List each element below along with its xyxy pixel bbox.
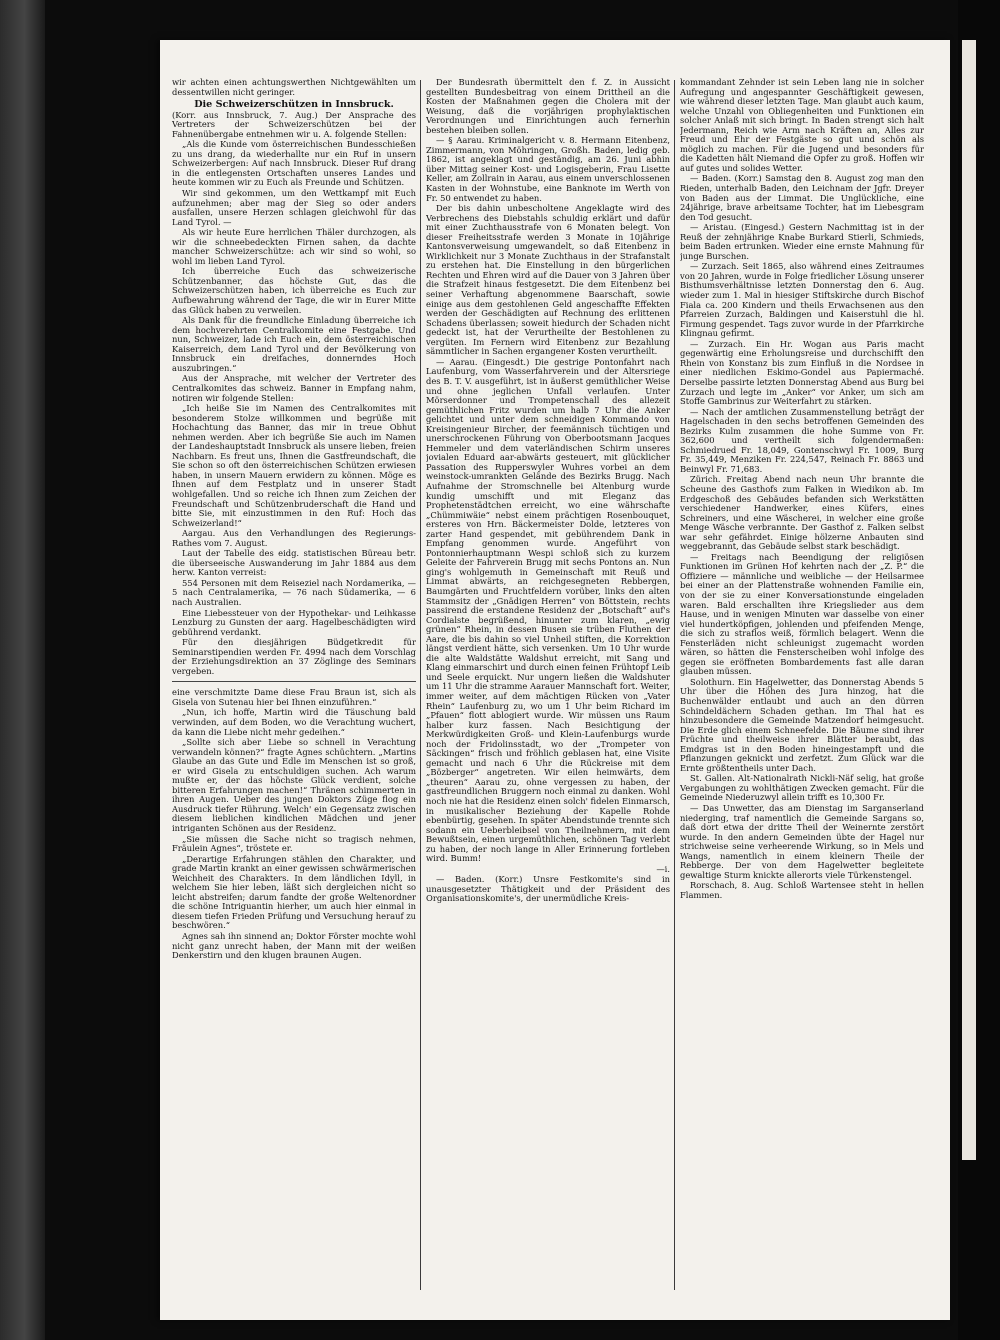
column-rule — [674, 80, 675, 1290]
paragraph: — Das Unwetter, das am Dienstag im Sarganserland niederging, traf namentlich die Gemeinde Sargans so, daß dort etwa der dritte Theil der Weinernte zerstört wurde. In den andern Gemeinden übte der Hagel nur strichweise seine verheerende Wirkung, so in Mels und Wangs, namentlich in einem kleinern Theile der Rebberge. Der von dem Hagelwetter begleitete gewaltige Sturm knickte allerorts viele Türkenstengel. — [680, 803, 924, 880]
paragraph: wir achten einen achtungswerthen Nichtgewählten um dessentwillen nicht geringer. — [172, 78, 416, 97]
paragraph: Als wir heute Eure herrlichen Thäler durchzogen, als wir die schneebedeckten Firnen sahen, da dachte mancher Schweizerschütze: ach wir sind so wohl, so wohl im lieben Land Tyrol. — [172, 227, 416, 266]
column-1 — [172, 78, 416, 1283]
paragraph: — Aristau. (Eingesd.) Gestern Nachmittag ist in der Reuß der zehnjährige Knabe Burkard Stierli, Schmieds, beim Baden ertrunken. Wieder eine ernste Mahnung für junge Burschen. — [680, 222, 924, 261]
paragraph: „Ich heiße Sie im Namen des Centralkomites mit besonderem Stolze willkommen und begrüße mit Hochachtung das Banner, das mir in treue Obhut nehmen werden. Aber ich begrüße Sie auch im Namen der Landeshauptstadt Innsbruck als unsere lieben, freien Nachbarn. Es freut uns, Ihnen die Gastfreundschaft, die Sie schon so oft den österreichischen Schützen erwiesen haben, in unsern Mauern erwidern zu können. Möge es Ihnen auf dem Festplatz und in unserer Stadt wohlgefallen. Und so reiche ich Ihnen zum Zeichen der Freundschaft und Schützenbruderschaft die Hand und bitte Sie, mit einzustimmen in den Ruf: Hoch das Schweizerland!“ — [172, 403, 416, 528]
paragraph: Als Dank für die freundliche Einladung überreiche ich dem hochverehrten Centralkomite eine Festgabe. Und nun, Schweizer, lade ich Euch ein, dem österreichischen Kaiserreich, dem Land Tyrol und der Bevölkerung von Innsbruck ein dreifaches, donnerndes Hoch auszubringen.“ — [172, 315, 416, 373]
signature: —i. — [656, 863, 670, 874]
paragraph: Für den diesjährigen Büdgetkredit für Seminarstipendien werden Fr. 4994 nach dem Vorschlag der Erziehungsdirektion an 37 Zöglinge des Seminars vergeben. — [172, 637, 416, 676]
article-heading: Die Schweizerschützen in Innsbruck. — [194, 99, 394, 111]
paragraph: — Zurzach. Ein Hr. Wogan aus Paris macht gegenwärtig eine Erholungsreise und durchschifft den Rhein von Konstanz bis zum Einfluß in die Nordsee in einer niedlichen Eskimo-Gondel aus Papiermaché. Derselbe passirte letzten Donnerstag Abend aus Burg bei Zurzach und legte im „Anker“ vor Anker, um sich am Stoffe Gambrinus zur Weiterfahrt zu stärken. — [680, 338, 924, 407]
paragraph: Eine Liebessteuer von der Hypothekar- und Leihkasse Lenzburg zu Gunsten der aarg. Hagelbeschädigten wird gebührend verdankt. — [172, 607, 416, 637]
feuilleton-paragraph: „Sollte sich aber Liebe so schnell in Verachtung verwandeln können?“ fragte Agnes schüchtern. „Martins Glaube an das Gute und Edle im Menschen ist so groß, er wird Gisela zu entschuldigen suchen. Ach warum mußte er, der das höchste Glück verdient, solche bitteren Erfahrungen machen!“ Thränen schimmerten in ihren Augen. Ueber des jungen Doktors Züge flog ein Ausdruck tiefer Rührung. Welch' ein Gegensatz zwischen diesem lieblichen kindlichen Mädchen und jener intriganten Schönen aus der Residenz. — [172, 737, 416, 834]
paragraph: Aargau. Aus den Verhandlungen des Regierungs-Rathes vom 7. August. — [172, 528, 416, 548]
next-page-edge — [962, 40, 976, 1160]
paragraph: Rorschach, 8. Aug. Schloß Wartensee steht in hellen Flammen. — [680, 880, 924, 900]
paragraph: St. Gallen. Alt-Nationalrath Nickli-Näf selig, hat große Vergabungen zu wohlthätigen Zwecken gemacht. Für die Gemeinde Niederuzwyl allein trifft es 10,300 Fr. — [680, 773, 924, 803]
paragraph: Solothurn. Ein Hagelwetter, das Donnerstag Abends 5 Uhr über die Höhen des Jura hinzog, hat die Buchenwälder entlaubt und auch an den dürren Schindeldächern Schaden gethan. Im Thal hat es hinzubesondere die Gemeinde Matzendorf heimgesucht. Die Erde glich einem Schneefelde. Die Bäume sind ihrer Früchte und theilweise ihrer Blätter beraubt, das Emdgras ist in den Boden hineingestampft und die Pflanzungen geknickt und zerfetzt. Zum Glück war die Ernte größtentheils unter Dach. — [680, 676, 924, 773]
paragraph: — Baden. (Korr.) Unsre Festkomite's sind in unausgesetzter Thätigkeit und der Präsident des Organisationskomite's, der unermüdliche Kreis- — [426, 874, 670, 904]
paragraph: (Korr. aus Innsbruck, 7. Aug.) Der Ansprache des Vertreters der Schweizerschützen bei der Fahnenübergabe entnehmen wir u. A. folgende Stellen: — [172, 109, 416, 139]
paragraph: — Aarau. (Eingesdt.) Die gestrige Pontonfahrt nach Laufenburg, vom Wasserfahrverein und der Altersriege des B. T. V. ausgeführt, ist in äußerst gemüthlicher Weise und ohne jeglichen Unfall verlaufen. Unter Mörserdonner und Trompetenschall des allezeit gemüthlichen Fritz wurden um halb 7 Uhr die Anker gelichtet und unter dem schneidigen Kommando von Kreisingenieur Bircher, der feemännisch tüchtigen und unerschrockenen Führung von Oberbootsmann Jacques Hemmeler und dem vaterländischen Schirm unseres jovialen Eduard aar-abwärts gesteuert, mit glücklicher Passation des Rupperswyler Wuhres vorbei an dem weinstock-umrankten Gelände des Bezirks Brugg. Nach Aufnahme der Stromschnelle bei Altenburg wurde kundig umschifft und mit Eleganz das Prophetenstädtchen erreicht, wo eine währschafte „Chümmiwäie“ nebst einem prächtigen Rosenbouquet, ersteres von Hrn. Bäckermeister Dolde, letzteres von zarter Hand gespendet, mit gebührendem Dank in Empfang genommen wurde. Angeführt von Pontonnierhauptmann Wespi schloß sich zu kurzem Geleite der Fahrverein Brugg mit sechs Pontons an. Nun ging's wohlgemuth in Gemeinschaft mit Reuß und Limmat abwärts, an reichgesegneten Rebbergen, Baumgärten und Fruchtfeldern vorüber, links den alten Stammsitz der „Gnädigen Herren“ von Böttstein, rechts passirend die erstandene Residenz der „Botschaft“ auf's Cordialste begrüßend, hinunter zum klaren, „ewig grünen“ Rhein, in dessen Busen sie trüben Fluthen der Aare, die bis dahin so viel Unheil stiften, die Korrektion längst verdient hätte, sich versenken. Um 10 Uhr wurde die alte Waldstätte Waldshut erreicht, mit Sang und Klang einmarschirt und durch einen feinen Frühtopf Leib und Seele erquickt. Nur ungern ließen die Waldshuter um 11 Uhr die stramme Aarauer Mannschaft fort. Weiter, immer weiter, auf dem mächtigen Rücken von „Vater Rhein“ Laufenburg zu, wo um 1 Uhr beim Richard im „Pfauen“ flott ablogiert wurde. Wir müssen uns Raum halber kurz fassen. Nach Besichtigung der Merkwürdigkeiten Groß- und Klein-Laufenburgs wurde noch der Fridolinsstadt, wo der „Trompeter von Säckingen“ frisch und fröhlich geblasen hat, eine Visite gemacht und nach 6 Uhr die Rückreise mit dem „Bözberger“ angetreten. Wir eilen heimwärts, dem „theuren“ Aarau zu, ohne vergessen zu haben, der gastfreundlichen Bruggern noch einmal zu danken. Wohl noch nie hat die Residenz einen solch' fidelen Einmarsch, in musikalischer Beziehung der Kapelle Rohde ebenbürtig, gesehen. In später Abendstunde trennte sich sodann ein Ueberbleibsel von Theilnehmern, mit dem Bewußtsein, einen urgemüthlichen, schönen Tag verlebt zu haben, der noch lange in Aller Erinnerung fortleben wird. Bumm! — [426, 356, 670, 864]
paragraph: — Zurzach. Seit 1865, also während eines Zeitraumes von 20 Jahren, wurde in Folge friedlicher Lösung unserer Bisthumsverhältnisse letzten Donnerstag den 6. Aug. wieder zum 1. Mal in hiesiger Stiftskirche durch Bischof Fiala ca. 200 Kindern und theils Erwachsenen aus den Pfarreien Zurzach, Baldingen und Kaiserstuhl die hl. Firmung gespendet. Tags zuvor wurde in der Pfarrkirche Klingnau gefirmt. — [680, 261, 924, 339]
newspaper-page — [160, 40, 950, 1320]
paragraph: — § Aarau. Kriminalgericht v. 8. Hermann Eitenbenz, Zimmermann, von Möhringen, Großh. Baden, ledig geb. 1862, ist angeklagt und geständig, am 26. Juni abhin über Mittag seiner Kost- und Logisgeberin, Frau Lisette Keller, am Zollrain in Aarau, aus einem unverschlossenen Kasten in der Wohnstube, eine Banknote im Werth von Fr. 50 entwendet zu haben. — [426, 135, 670, 203]
paragraph: — Baden. (Korr.) Samstag den 8. August zog man den Rieden, unterhalb Baden, den Leichnam der Jgfr. Dreyer von Baden aus der Limmat. Die Unglückliche, eine 24jährige, brave arbeitsame Tochter, hat im Liebesgram den Tod gesucht. — [680, 173, 924, 222]
paragraph: — Freitags nach Beendigung der religiösen Funktionen im Grünen Hof kehrten nach der „Z. P.“ die Offiziere — männliche und weibliche — der Heilsarmee bei einer an der Plattenstraße wohnenden Familie ein, von der sie zu einer Konversationstunde eingeladen waren. Bald erschallten ihre Kriegslieder aus dem Hause, und in wenigen Minuten war dasselbe von einer viel hundertköpfigen, johlenden und pfeifenden Menge, die sich zu straflos weiß, förmlich belagert. Wenn die Fensterläden nicht schleunigst zugemacht worden wären, so hätten die Fensterscheiben wohl infolge des gegen sie eröffneten Bombardements fast alle daran glauben müssen. — [680, 551, 924, 677]
feuilleton-paragraph: „Sie müssen die Sache nicht so tragisch nehmen, Fräulein Agnes“, tröstete er. — [172, 833, 416, 854]
paragraph: Aus der Ansprache, mit welcher der Vertreter des Centralkomites das schweiz. Banner in Empfang nahm, notiren wir folgende Stellen: — [172, 373, 416, 403]
feuilleton-paragraph: eine verschmitzte Dame diese Frau Braun ist, sich als Gisela von Sutenau hier bei Ihnen einzuführen.“ — [172, 687, 416, 707]
feuilleton-paragraph: „Nun, ich hoffe, Martin wird die Täuschung bald verwinden, auf dem Boden, wo die Verachtung wuchert, da kann die Liebe nicht mehr gedeihen.“ — [172, 707, 416, 737]
column-2 — [426, 78, 670, 1283]
paragraph: Zürich. Freitag Abend nach neun Uhr brannte die Scheune des Gasthofs zum Falken in Wiedikon ab. Im Erdgeschoß des Gebäudes befanden sich Werkstätten verschiedener Handwerker, eines Küfers, eines Schreiners, und eine Wäscherei, in welcher eine große Menge Wäsche verbrannte. Der Gasthof z. Falken selbst war sehr gefährdet. Einige hölzerne Anbauten sind weggebrannt, das Gebäude selbst stark beschädigt. — [680, 474, 924, 552]
paragraph: „Als die Kunde vom österreichischen Bundesschießen zu uns drang, da wiederhallte nur ein Ruf in unsern Schweizerbergen: Auf nach Innsbruck. Dieser Ruf drang in die entlegensten Ortschaften unseres Landes und heute kommen wir zu Euch als Freunde und Schützen. — [172, 139, 416, 188]
column-3 — [680, 78, 924, 1283]
book-binding-edge — [0, 0, 45, 1340]
column-rule — [420, 80, 421, 1290]
feuilleton-paragraph: „Derartige Erfahrungen stählen den Charakter, und grade Martin krankt an einer gewissen schwärmerischen Weichheit des Charakters. In dem ländlichen Idyll, in welchem Sie hier leben, läßt sich dergleichen nicht so leicht abstreifen; darum fandte der große Weltenordner die schöne Intriguantin hierher, um auch hier einmal in diesem tiefen Frieden Prüfung und Versuchung herauf zu beschwören.“ — [172, 853, 416, 931]
paragraph: Ich überreiche Euch das schweizerische Schützenbanner, das höchste Gut, das die Schweizerschützen haben, ich überreiche es Euch zur Aufbewahrung während der Tage, die wir in Eurer Mitte das Glück haben zu verweilen. — [172, 266, 416, 315]
feuilleton-paragraph: Agnes sah ihn sinnend an; Doktor Förster mochte wohl nicht ganz unrecht haben, der Mann mit der weißen Denkerstirn und den klugen braunen Augen. — [172, 931, 416, 961]
paragraph: Der Bundesrath übermittelt den f. Z. in Aussicht gestellten Bundesbeitrag von einem Drittheil an die Kosten der Maßnahmen gegen die Cholera mit der Weisung, daß die vorjährigen prophylaktischen Verordnungen und Einrichtungen auch fernerhin bestehen bleiben sollen. — [426, 78, 670, 135]
paragraph: — Nach der amtlichen Zusammenstellung beträgt der Hagelschaden in den sechs betroffenen Gemeinden des Bezirks Kulm zusammen die hohe Summe von Fr. 362,600 und vertheilt sich folgendermaßen: Schmiedrued Fr. 18,049, Gontenschwyl Fr. 1009, Burg Fr. 35,449, Menziken Fr. 224,547, Reinach Fr. 8863 und Beinwyl Fr. 71,683. — [680, 406, 924, 474]
paragraph: Wir sind gekommen, um den Wettkampf mit Euch aufzunehmen; aber mag der Sieg so oder anders ausfallen, unsere Herzen schlagen gleichwohl für das Land Tyrol. — — [172, 188, 416, 227]
paragraph: Laut der Tabelle des eidg. statistischen Büreau betr. die überseeische Auswanderung im Jahr 1884 aus dem herw. Kanton verreist: — [172, 548, 416, 578]
paragraph: kommandant Zehnder ist sein Leben lang nie in solcher Aufregung und angespannter Geschäftigkeit gewesen, wie während dieser letzten Tage. Man glaubt auch kaum, welche Unzahl von Obliegenheiten und Funktionen ein solcher Anlaß mit sich bringt. In Baden strengt sich halt Jedermann, Reich wie Arm nach Kräften an, Alles zur Freud und Ehr der Festgäste so gut und schön als möglich zu machen. Für die Jugend und besonders für die Kadetten hält Niemand die Opfer zu groß. Hoffen wir auf gutes und solides Wetter. — [680, 78, 924, 173]
feuilleton-separator — [172, 681, 416, 682]
paragraph: 554 Personen mit dem Reiseziel nach Nordamerika, — 5 nach Centralamerika, — 76 nach Südamerika, — 6 nach Australien. — [172, 577, 416, 607]
paragraph: Der bis dahin unbescholtene Angeklagte wird des Verbrechens des Diebstahls schuldig erklärt und dafür mit einer Zuchthausstrafe von 6 Monaten belegt. Von dieser Freiheitsstrafe werden 3 Monate in 10jährige Kantonsverweisung umgewandelt, so daß Eitenbenz in Wirklichkeit nur 3 Monate Zuchthaus in der Strafanstalt zu erstehen hat. Die Einstellung in den bürgerlichen Rechten und Ehren wird auf die Dauer von 3 Jahren über die Strafzeit hinaus festgesetzt. Die dem Eitenbenz bei seiner Verhaftung abgenommene Baarschaft, sowie einige aus dem gestohlenen Geld angeschaffte Effekten werden der Geschädigten auf Rechnung des erlittenen Schadens überlassen; soweit hiedurch der Schaden nicht gedeckt ist, hat der Verurtheilte der Bestohlenen zu vergüten. Im Fernern wird Eitenbenz zur Bezahlung sämmtlicher in Sachen ergangener Kosten verurtheilt. — [426, 203, 670, 357]
